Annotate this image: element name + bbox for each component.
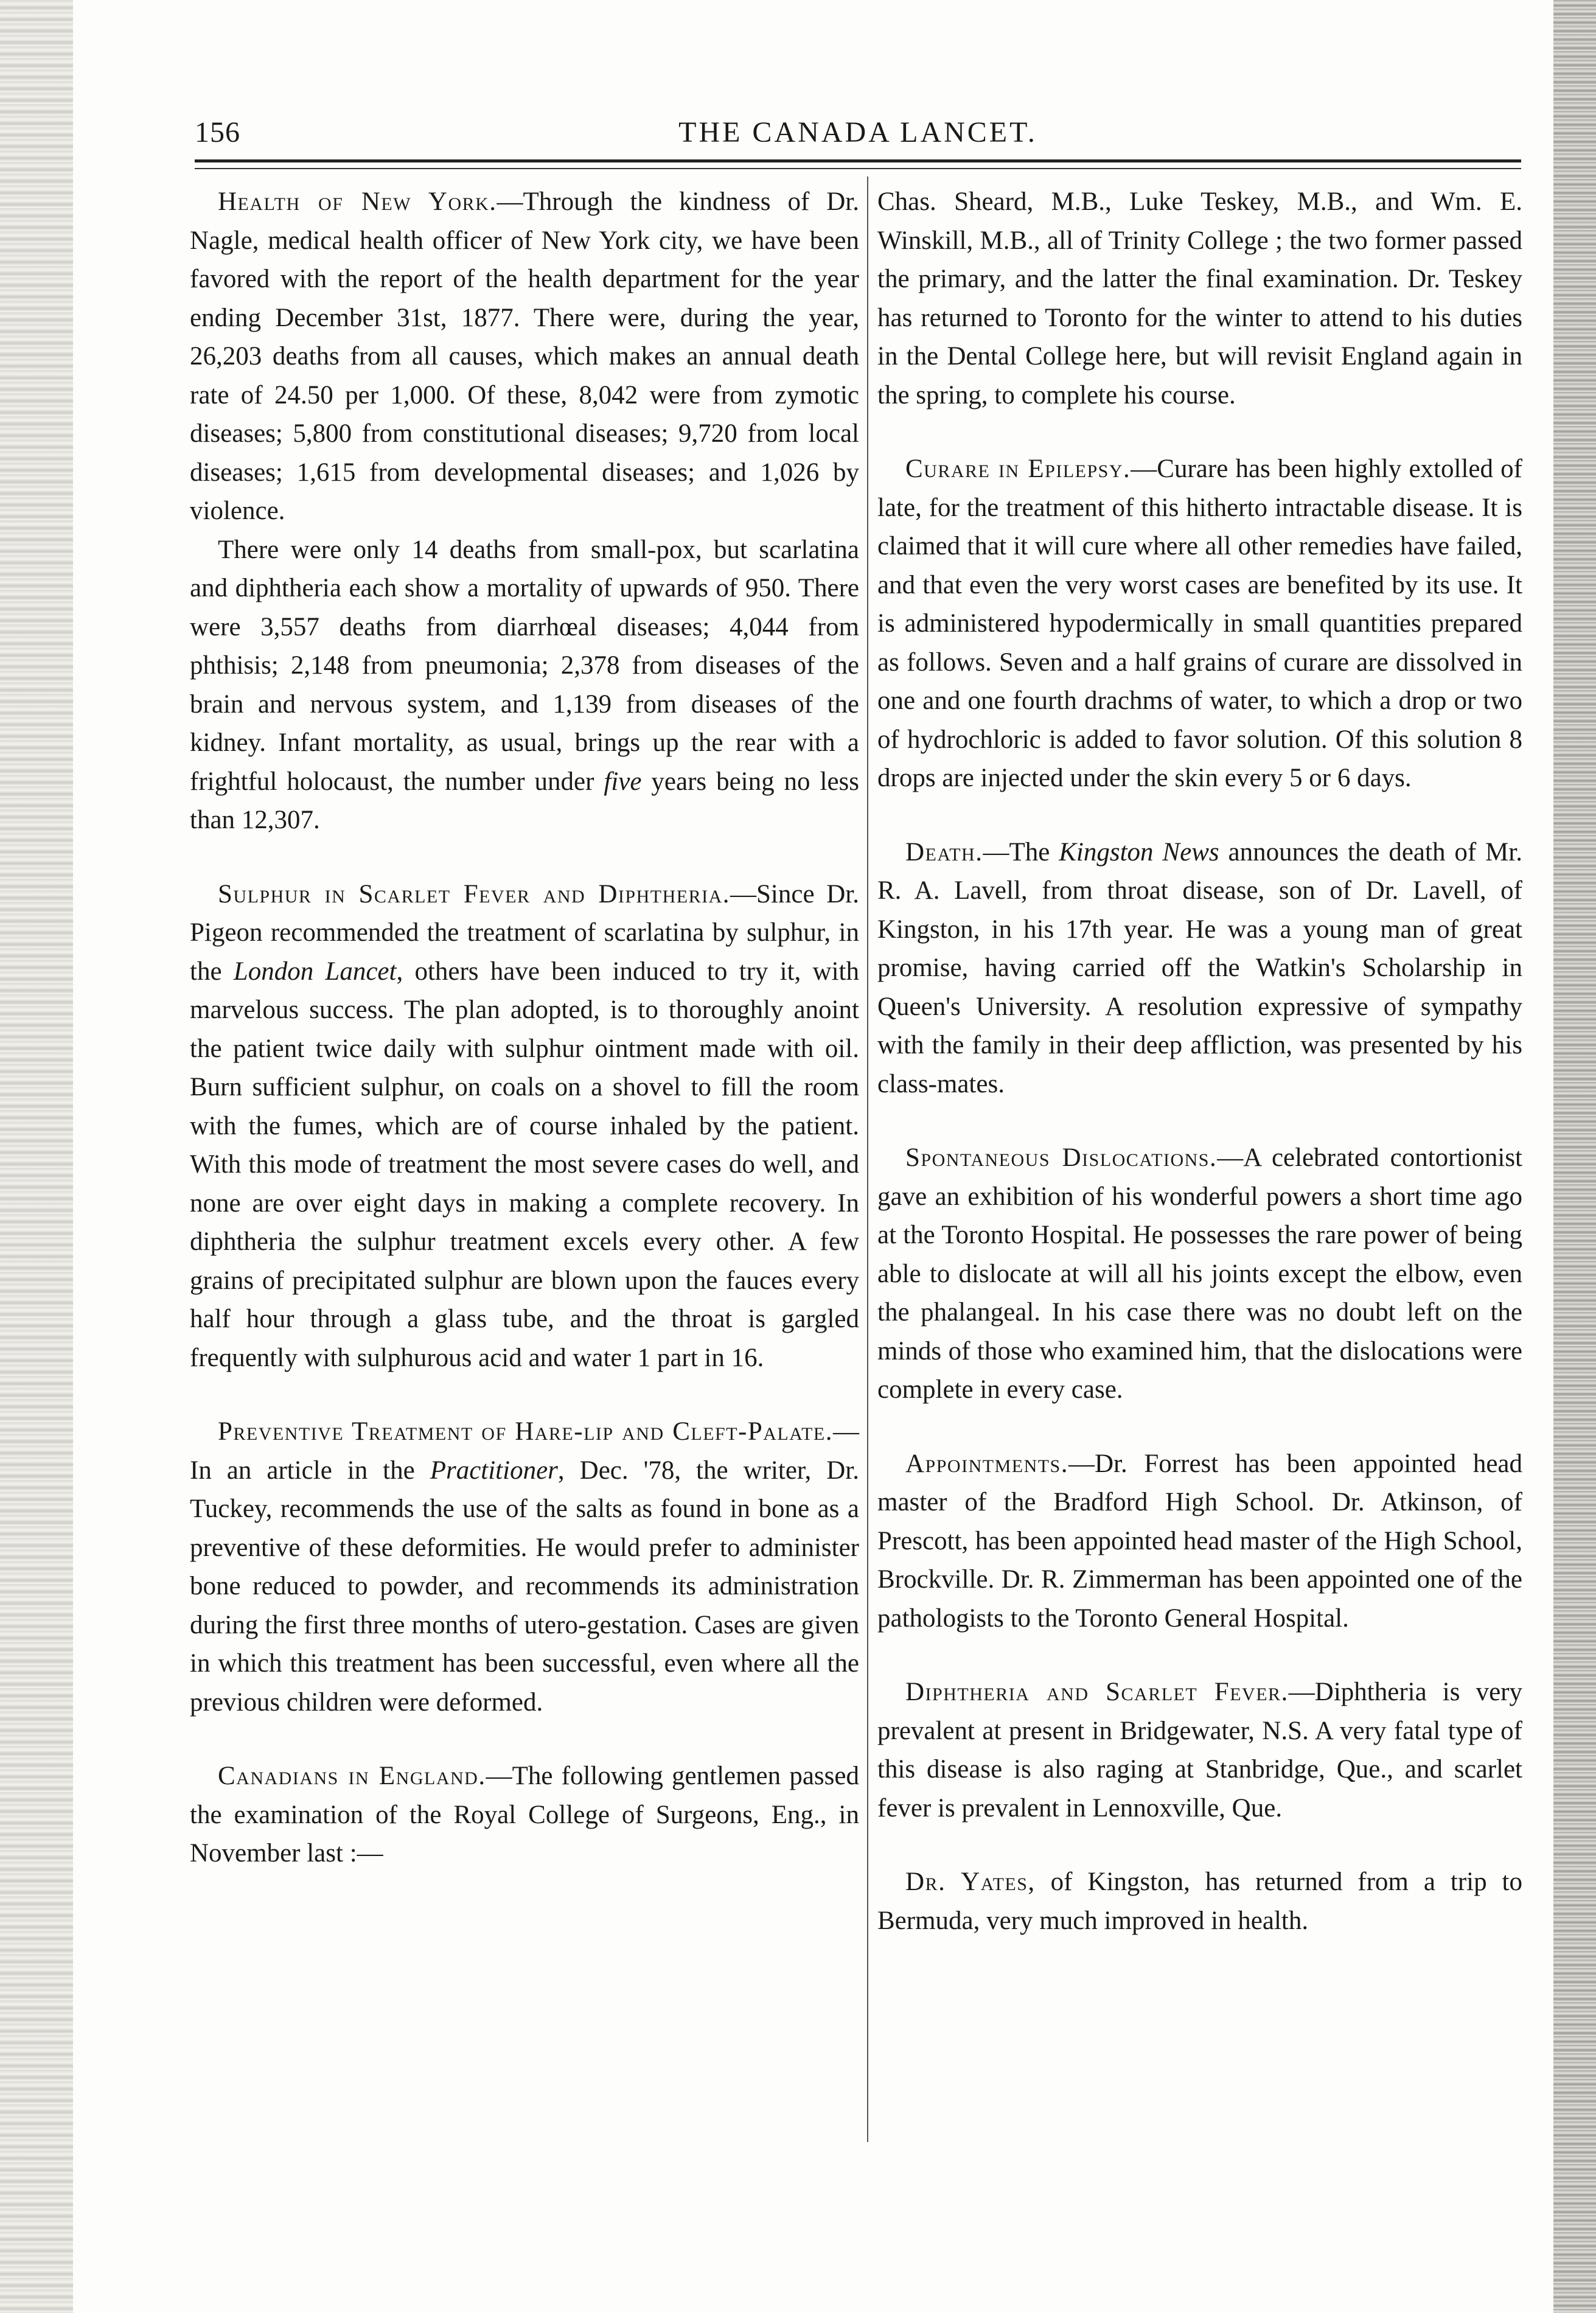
article-paragraph (190, 531, 859, 840)
article-death (877, 833, 1522, 1104)
article-title: Diphtheria and Scarlet Fever. (905, 1678, 1289, 1706)
italic-text: five (604, 767, 642, 796)
article-health-of-new-york (190, 183, 859, 840)
article-paragraph: Chas. Sheard, M.B., Luke Teskey, M.B., and Wm. E. Winskill, M.B., all of Trinity College ; the two former passed the primary, and the latter the final examination. Dr. Teskey has returned to Toronto for the winter to attend to his duties in the Dental College here, but will revisit England again in the spring, to complete his course. (877, 187, 1522, 410)
article-paragraph (190, 875, 859, 1378)
article-appointments (877, 1445, 1522, 1638)
article-paragraph (877, 1445, 1522, 1638)
article-canadians-in-england (190, 1757, 859, 1873)
article-text: years being no less than 12,307. (190, 767, 859, 834)
journal-name: London Lancet (233, 957, 397, 986)
article-paragraph (190, 1757, 859, 1873)
article-curare-in-epilepsy (877, 450, 1522, 798)
article-text: —Diphtheria is very prevalent at present in Bridgewater, N.S. A very fatal type of this disease is also raging at Stanbridge, Que., and scarlet fever is prevalent in Lennoxville, Que. (877, 1678, 1522, 1823)
page-number: 156 (195, 116, 240, 148)
article-paragraph (877, 450, 1522, 798)
article-title: Sulphur in Scarlet Fever and Diphtheria. (218, 879, 730, 909)
article-paragraph (877, 1863, 1522, 1940)
article-title: Appointments. (905, 1449, 1068, 1478)
article-text: —The following gentlemen passed the examination of the Royal College of Surgeons, Eng., in November last :— (190, 1762, 859, 1868)
article-text: —A celebrated contortionist gave an exhibition of his wonderful powers a short time ago at the Toronto Hospital. He possesses the rare power of being able to dislocate at will all his joints except the elbow, even the phalangeal. In his case there was no doubt left on the minds of those who examined him, that the dislocations were complete in every case. (877, 1143, 1522, 1404)
article-text: of Kingston, has returned from a trip to Bermuda, very much improved in health. (877, 1868, 1522, 1935)
article-text: There were only 14 deaths from small-pox, but scarlatina and diphtheria each show a mortality of upwards of 950. There were 3,557 deaths from diarrhœal diseases; 4,044 from phthisis; 2,148 from pneumonia; 2,378 from diseases of the brain and nervous system, and 1,139 from diseases of the kidney. Infant mortality, as usual, brings up the rear with a frightful holocaust, the number under (190, 535, 859, 796)
column-divider (867, 176, 868, 2142)
article-paragraph (877, 833, 1522, 1104)
article-paragraph (877, 1673, 1522, 1827)
running-title: THE CANADA LANCET. (678, 116, 1037, 148)
article-title: Curare in Epilepsy. (905, 455, 1131, 483)
article-paragraph (190, 183, 859, 531)
article-title: Canadians in England. (218, 1762, 486, 1790)
scan-edge-right (1553, 0, 1596, 2313)
article-paragraph (190, 1412, 859, 1722)
article-text: —In an article in the (190, 1417, 859, 1485)
article-canadians-continued (877, 183, 1522, 414)
article-sulphur-scarlet-fever (190, 875, 859, 1378)
article-text: —Since Dr. Pigeon recommended the treatment of scarlatina by sulphur, in the (190, 879, 859, 986)
article-title: Health of New York. (218, 187, 497, 216)
header-rule-thick (195, 159, 1521, 162)
article-spontaneous-dislocations (877, 1139, 1522, 1409)
right-column (877, 183, 1522, 1975)
left-column (190, 183, 859, 1908)
article-text: , Dec. '78, the writer, Dr. Tuckey, recommends the use of the salts as found in bone as a preventive of these deformities. He would prefer to administer bone reduced to powder, and recommends its administration during the first three months of utero-gestation. Cases are given in which this treatment has been successful, even where all the previous children were deformed. (190, 1456, 860, 1717)
article-text: announces the death of Mr. R. A. Lavell, from throat disease, son of Dr. Lavell, of Kingston, in his 17th year. He was a young man of great promise, having carried off the Watkin's Scholarship in Queen's University. A resolution expressive of sympathy with the family in their deep affliction, was presented by his class-mates. (877, 837, 1522, 1098)
article-text: —The (983, 837, 1059, 867)
article-text: —Through the kindness of Dr. Nagle, medical health officer of New York city, we have been favored with the report of the health department for the year ending December 31st, 1877. There were, during the year, 26,203 deaths from all causes, which makes an annual death rate of 24.50 per 1,000. Of these, 8,042 were from zymotic diseases; 5,800 from constitutional diseases; 9,720 from local diseases; 1,615 from developmental diseases; and 1,026 by violence. (190, 187, 859, 525)
journal-name: Practitioner (430, 1456, 558, 1485)
article-dr-yates (877, 1863, 1522, 1940)
article-diphtheria-scarlet-fever (877, 1673, 1522, 1827)
header-rule-thin (195, 168, 1521, 169)
article-text: —Dr. Forrest has been appointed head master of the Bradford High School. Dr. Atkinson, of Prescott, has been appointed head master of the High School, Brockville. Dr. R. Zimmerman has been appointed one of the pathologists to the Toronto General Hospital. (877, 1449, 1522, 1633)
article-title: Dr. Yates, (905, 1868, 1036, 1896)
page-header (195, 116, 1521, 158)
article-hare-lip (190, 1412, 859, 1722)
scan-edge-left (0, 0, 73, 2313)
article-title: Death. (905, 837, 983, 867)
article-title: Spontaneous Dislocations. (905, 1143, 1218, 1172)
newspaper-name: Kingston News (1059, 837, 1219, 867)
article-text: , others have been induced to try it, with marvelous success. The plan adopted, is to thoroughly anoint the patient twice daily with sulphur ointment made with oil. Burn sufficient sulphur, on coals on a shovel to fill the room with the fumes, which are of course inhaled by the patient. With this mode of treatment the most severe cases do well, and none are over eight days in making a complete recovery. In diphtheria the sulphur treatment excels every other. A few grains of precipitated sulphur are blown upon the fauces every half hour through a glass tube, and the throat is gargled frequently with sulphurous acid and water 1 part in 16. (190, 957, 859, 1372)
article-text: —Curare has been highly extolled of late, for the treatment of this hitherto intractable disease. It is claimed that it will cure where all other remedies have failed, and that even the very worst cases are benefited by its use. It is administered hypodermically in small quantities prepared as follows. Seven and a half grains of curare are dissolved in one and one fourth drachms of water, to which a drop or two of hydrochloric is added to favor solution. Of this solution 8 drops are injected under the skin every 5 or 6 days. (877, 455, 1522, 792)
article-title: Preventive Treatment of Hare-lip and Cleft-Palate. (218, 1417, 833, 1446)
article-paragraph (877, 1139, 1522, 1409)
